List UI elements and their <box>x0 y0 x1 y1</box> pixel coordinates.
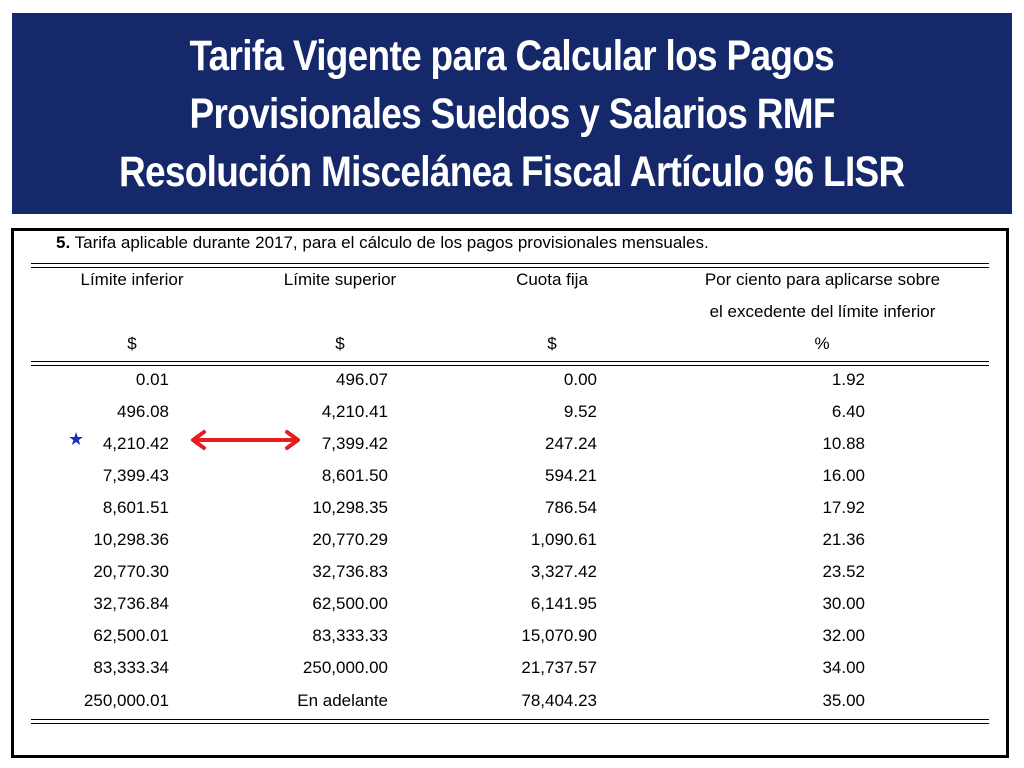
cell-limite-inferior: 0.01 <box>135 370 169 389</box>
cell-por-ciento: 6.40 <box>831 402 865 421</box>
cell-por-ciento: 35.00 <box>822 691 865 710</box>
title-line-1: Tarifa Vigente para Calcular los Pagos <box>189 31 835 80</box>
cell-por-ciento: 10.88 <box>822 434 865 453</box>
top-rule-1 <box>31 263 989 264</box>
cell-por-ciento: 1.92 <box>831 370 865 389</box>
cell-cuota-fija: 786.54 <box>545 498 597 517</box>
title-line-3: Resolución Miscelánea Fiscal Artículo 96 LISR <box>119 147 905 196</box>
cell-limite-inferior: 250,000.01 <box>83 691 169 710</box>
cell-limite-inferior: 7,399.43 <box>102 466 169 485</box>
cell-por-ciento: 30.00 <box>822 594 865 613</box>
unit-c4: % <box>814 334 830 353</box>
cell-cuota-fija: 3,327.42 <box>530 562 597 581</box>
cell-cuota-fija: 1,090.61 <box>530 530 597 549</box>
cell-limite-superior: 4,210.41 <box>321 402 388 421</box>
header-cuota-fija: Cuota fija <box>516 270 588 289</box>
caption-text: Tarifa aplicable durante 2017, para el cálculo de los pagos provisionales mensuales. <box>74 233 709 252</box>
top-rule-2 <box>31 267 989 268</box>
title-banner <box>12 13 1012 214</box>
cell-por-ciento: 34.00 <box>822 658 865 677</box>
caption-number: 5. <box>56 233 71 252</box>
title-line-2: Provisionales Sueldos y Salarios RMF <box>189 89 835 138</box>
cell-limite-inferior: 10,298.36 <box>93 530 169 549</box>
double-headed-arrow-icon <box>188 428 303 452</box>
cell-cuota-fija: 21,737.57 <box>521 658 597 677</box>
cell-por-ciento: 16.00 <box>822 466 865 485</box>
header-rule-1 <box>31 361 989 362</box>
cell-limite-superior: 496.07 <box>336 370 388 389</box>
cell-cuota-fija: 6,141.95 <box>530 594 597 613</box>
header-por-ciento-2: el excedente del límite inferior <box>709 302 936 321</box>
table-caption <box>56 233 709 253</box>
unit-c3: $ <box>547 334 557 353</box>
cell-limite-inferior: 83,333.34 <box>93 658 169 677</box>
cell-limite-superior: 10,298.35 <box>312 498 388 517</box>
cell-limite-superior: 7,399.42 <box>321 434 388 453</box>
star-icon: ★ <box>68 429 85 449</box>
unit-c2: $ <box>335 334 345 353</box>
cell-limite-superior: 250,000.00 <box>302 658 388 677</box>
bottom-rule-2 <box>31 723 989 724</box>
cell-cuota-fija: 9.52 <box>563 402 597 421</box>
cell-cuota-fija: 0.00 <box>563 370 597 389</box>
cell-limite-inferior: 20,770.30 <box>93 562 169 581</box>
cell-limite-inferior: 8,601.51 <box>102 498 169 517</box>
header-limite-superior: Límite superior <box>283 270 397 289</box>
cell-cuota-fija: 78,404.23 <box>521 691 597 710</box>
unit-c1: $ <box>127 334 137 353</box>
cell-limite-superior: 83,333.33 <box>312 626 388 645</box>
cell-por-ciento: 21.36 <box>822 530 865 549</box>
cell-cuota-fija: 594.21 <box>545 466 597 485</box>
bottom-rule-1 <box>31 719 989 720</box>
cell-limite-superior: 32,736.83 <box>312 562 388 581</box>
cell-limite-superior: 20,770.29 <box>312 530 388 549</box>
cell-cuota-fija: 247.24 <box>545 434 597 453</box>
cell-limite-inferior: 32,736.84 <box>93 594 169 613</box>
cell-por-ciento: 23.52 <box>822 562 865 581</box>
header-limite-inferior: Límite inferior <box>80 270 184 289</box>
cell-por-ciento: 17.92 <box>822 498 865 517</box>
cell-limite-inferior: 496.08 <box>117 402 169 421</box>
cell-cuota-fija: 15,070.90 <box>521 626 597 645</box>
cell-limite-inferior: 62,500.01 <box>93 626 169 645</box>
cell-limite-inferior: 4,210.42 <box>102 434 169 453</box>
header-rule-2 <box>31 365 989 366</box>
cell-limite-superior: En adelante <box>297 691 388 710</box>
cell-limite-superior: 8,601.50 <box>321 466 388 485</box>
cell-por-ciento: 32.00 <box>822 626 865 645</box>
header-por-ciento-1: Por ciento para aplicarse sobre <box>704 270 941 289</box>
cell-limite-superior: 62,500.00 <box>312 594 388 613</box>
